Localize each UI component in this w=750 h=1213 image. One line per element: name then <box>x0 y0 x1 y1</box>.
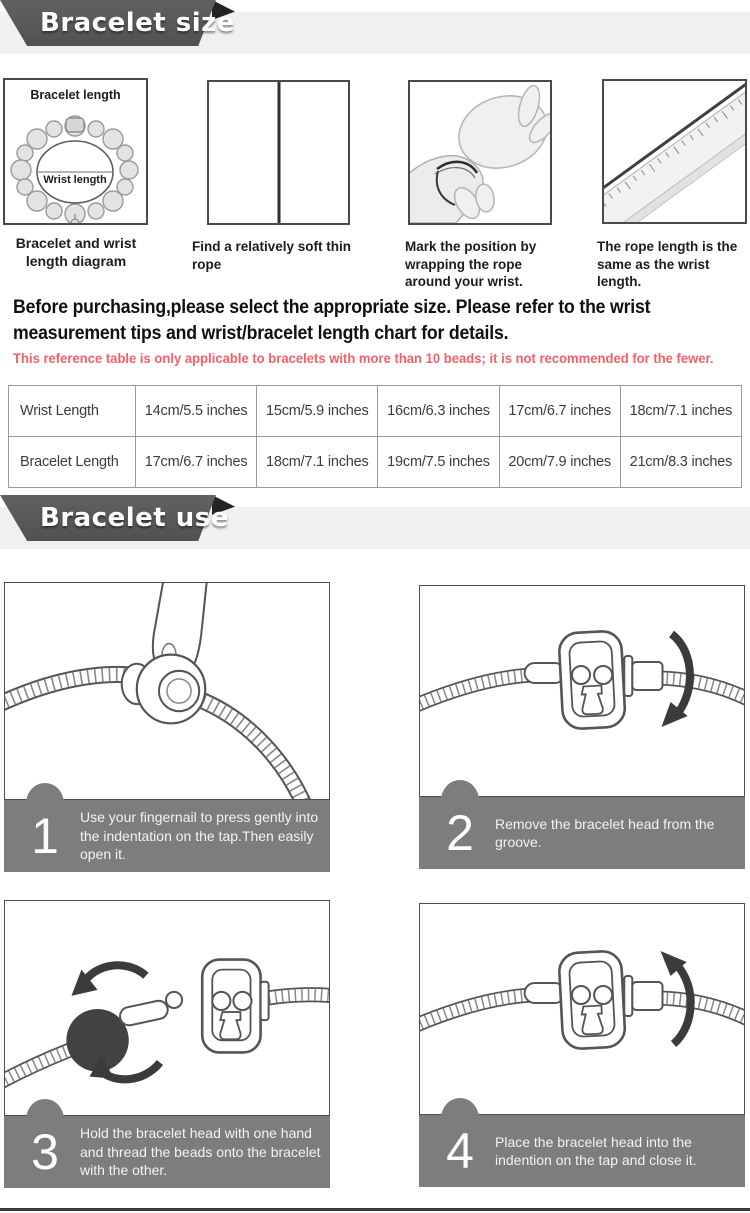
use-step-panel-2 <box>419 585 745 869</box>
step-number: 4 <box>446 1123 474 1179</box>
use-step-panel-1 <box>4 582 330 872</box>
bracelet-diagram-figure <box>3 78 148 225</box>
table-cell: 18cm/7.1 inches <box>620 386 741 437</box>
bottom-divider <box>0 1208 750 1211</box>
section-title-size: Bracelet size <box>40 8 235 38</box>
figure-caption: Find a relatively soft thin rope <box>192 239 352 272</box>
warning-text: This reference table is only applicable to bracelets with more than 10 beads; it is not recommended for the fewer. <box>13 351 714 366</box>
clasp-tab <box>581 1006 603 1035</box>
use-step-panel-3 <box>4 900 330 1188</box>
step-text: Remove the bracelet head from the groove. <box>495 815 715 850</box>
use-step-panel-4 <box>419 903 745 1187</box>
figure-caption: Mark the position by wrapping the rope around your wrist. <box>405 239 537 290</box>
wrist-wrap-figure <box>408 80 552 225</box>
rope-illustration <box>209 82 348 223</box>
table-row <box>9 437 742 488</box>
step-text: Use your fingernail to press gently into the indentation on the tap.Then easily open it. <box>80 809 319 863</box>
step2-illustration <box>419 585 745 797</box>
figure-caption: Bracelet and wrist length diagram <box>15 235 137 270</box>
table-cell: 16cm/6.3 inches <box>378 386 499 437</box>
table-cell: 19cm/7.5 inches <box>378 437 499 488</box>
intro-text: Before purchasing,please select the appropriate size. Please refer to the wrist measurement tips and wrist/bracelet length chart for details. <box>13 297 651 345</box>
clasp-tab <box>220 1012 240 1039</box>
table-cell: 15cm/5.9 inches <box>257 386 378 437</box>
step-number: 1 <box>31 808 59 864</box>
table-cell: 14cm/5.5 inches <box>136 386 257 437</box>
step-number: 3 <box>31 1124 59 1180</box>
finger-pressing-clasp-icon <box>5 583 329 799</box>
ruler-illustration <box>604 81 745 222</box>
step-text: Hold the bracelet head with one hand and thread the beads onto the bracelet with the other. <box>80 1125 321 1179</box>
step1-caption-bar <box>4 800 330 872</box>
step4-caption-bar <box>419 1115 745 1187</box>
table-row <box>9 386 742 437</box>
step3-caption-bar <box>4 1116 330 1188</box>
section-title-use: Bracelet use <box>40 503 229 533</box>
figure-caption: The rope length is the same as the wrist length. <box>597 239 738 290</box>
row-label: Bracelet Length <box>9 437 136 488</box>
ruler-figure <box>602 79 747 224</box>
table-cell: 20cm/7.9 inches <box>499 437 620 488</box>
clasp-tab <box>581 686 603 715</box>
bracelet-size-banner <box>0 0 750 58</box>
step3-illustration <box>4 900 330 1116</box>
size-table <box>8 385 742 488</box>
wrist-length-label: Wrist length <box>43 174 107 186</box>
step1-illustration <box>4 582 330 800</box>
bracelet-use-banner <box>0 495 750 553</box>
bracelet-pin <box>118 999 169 1027</box>
clasp-up-arrow-icon <box>420 904 744 1114</box>
step-text: Place the bracelet head into the indention on the tap and close it. <box>495 1133 697 1168</box>
step4-illustration <box>419 903 745 1115</box>
table-cell: 17cm/6.7 inches <box>136 437 257 488</box>
step-number: 2 <box>446 805 474 861</box>
table-cell: 18cm/7.1 inches <box>257 437 378 488</box>
table-cell: 21cm/8.3 inches <box>620 437 741 488</box>
bead-threading-icon <box>5 901 329 1115</box>
clasp-bead <box>66 118 84 132</box>
row-label: Wrist Length <box>9 386 136 437</box>
bracelet-length-label: Bracelet length <box>30 88 121 102</box>
clasp-down-arrow-icon <box>420 586 744 796</box>
table-cell: 17cm/6.7 inches <box>499 386 620 437</box>
dangle-charm <box>71 219 79 223</box>
step2-caption-bar <box>419 797 745 869</box>
rope-figure <box>207 80 350 225</box>
hand-illustration <box>410 82 550 223</box>
